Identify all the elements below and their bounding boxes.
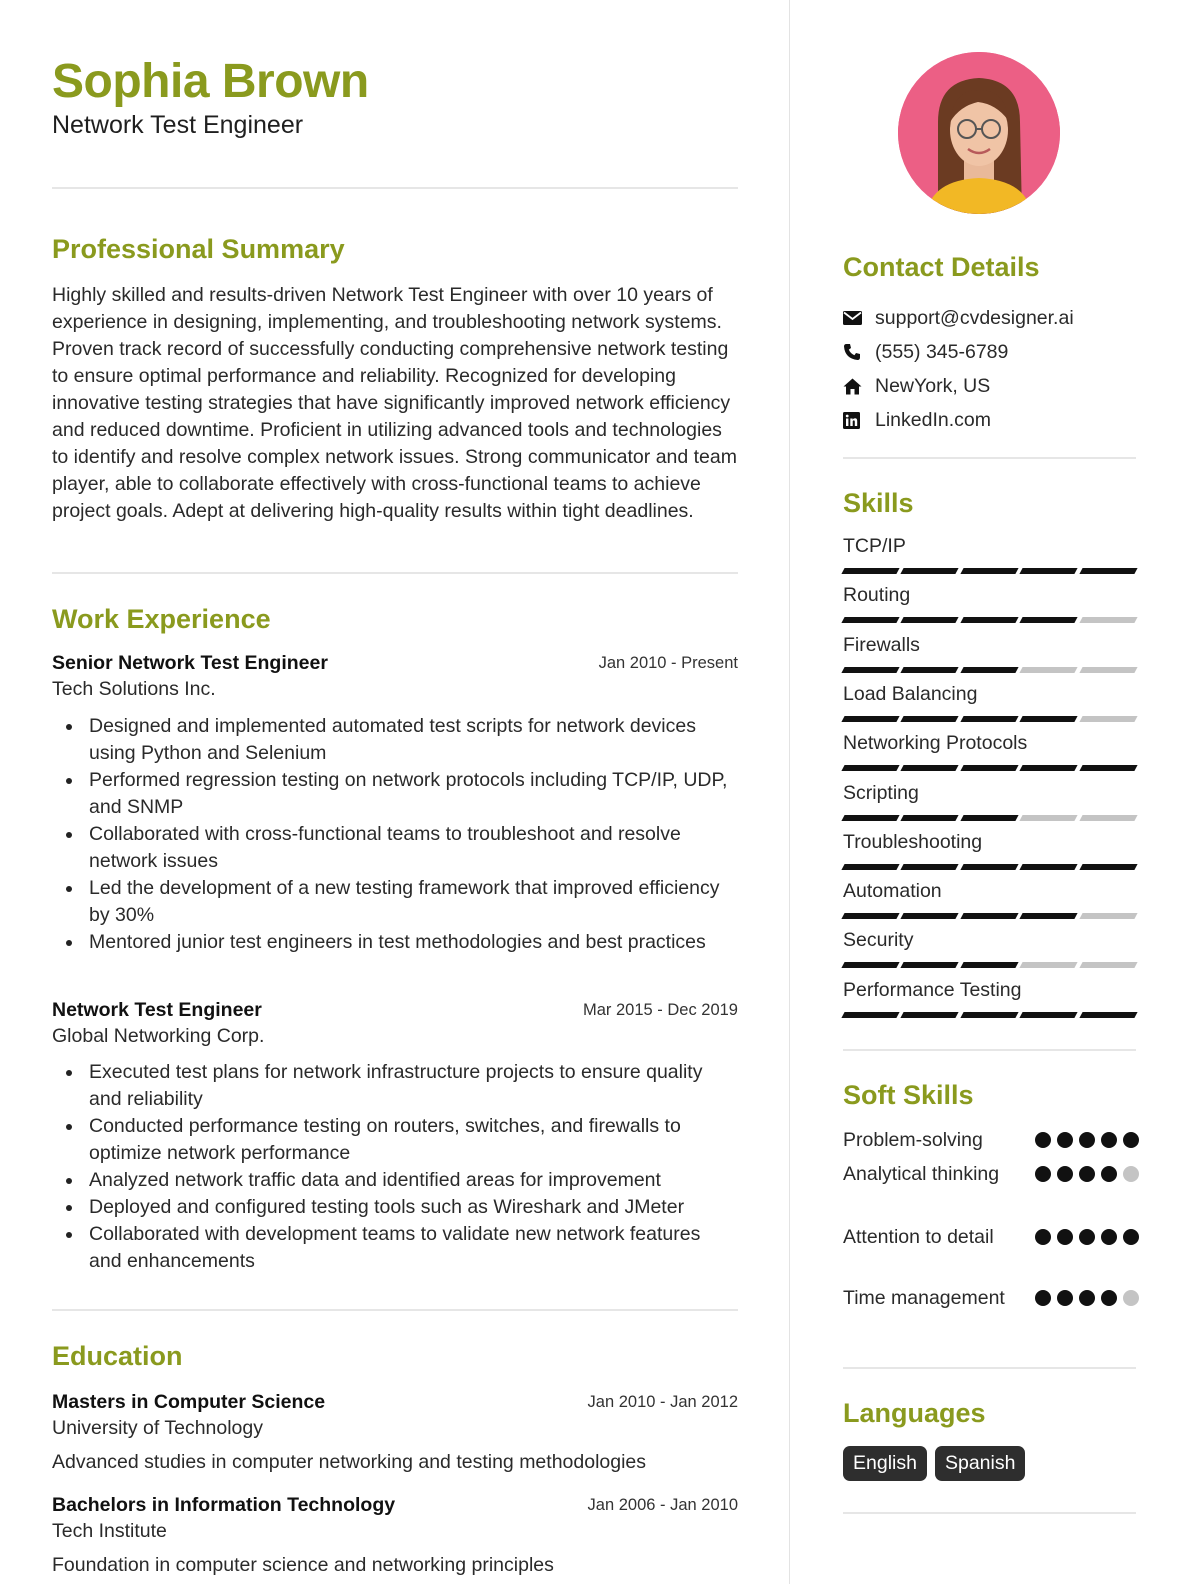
skill-level-segment bbox=[960, 864, 1019, 870]
soft-skill-label: Analytical thinking bbox=[843, 1163, 1000, 1185]
skill-level-bar bbox=[843, 617, 1136, 623]
job-company: Global Networking Corp. bbox=[52, 1025, 265, 1047]
language-badge: Spanish bbox=[935, 1446, 1025, 1481]
education-date: Jan 2010 - Jan 2012 bbox=[587, 1393, 738, 1411]
bullet-item: Designed and implemented automated test scripts for network devices using Python and Selenium bbox=[52, 713, 738, 767]
rating-dot bbox=[1057, 1166, 1073, 1182]
bullet-item: Analyzed network traffic data and identified areas for improvement bbox=[52, 1167, 738, 1194]
skill-level-segment bbox=[901, 667, 960, 673]
skill-level-segment bbox=[901, 716, 960, 722]
skill-level-segment bbox=[1020, 1012, 1079, 1018]
job-date: Mar 2015 - Dec 2019 bbox=[582, 1001, 738, 1019]
skill-level-segment bbox=[841, 913, 900, 919]
school-name: University of Technology bbox=[52, 1417, 263, 1439]
contact-title: Contact Details bbox=[843, 252, 1040, 282]
job-title: Senior Network Test Engineer bbox=[52, 652, 328, 674]
skill-label: Load Balancing bbox=[843, 682, 978, 705]
skill-level-bar bbox=[843, 716, 1136, 722]
bullet-item: Mentored junior test engineers in test methodologies and best practices bbox=[52, 929, 738, 956]
education-desc: Foundation in computer science and networking principles bbox=[52, 1554, 554, 1576]
contact-phone[interactable] bbox=[843, 339, 1008, 365]
skill-level-segment bbox=[901, 913, 960, 919]
skill-label: Security bbox=[843, 929, 914, 952]
language-badge: English bbox=[843, 1446, 927, 1481]
rating-dot bbox=[1057, 1290, 1073, 1306]
soft-skills-title: Soft Skills bbox=[843, 1080, 974, 1110]
skill-level-segment bbox=[1020, 716, 1079, 722]
skill-level-segment bbox=[841, 667, 900, 673]
linkedin-text: LinkedIn.com bbox=[875, 408, 991, 431]
bullet-item: Deployed and configured testing tools such as Wireshark and JMeter bbox=[52, 1194, 738, 1221]
experience-divider bbox=[52, 1309, 738, 1311]
rating-dot bbox=[1123, 1166, 1139, 1182]
skill-level-segment bbox=[1079, 815, 1138, 821]
skill-label: Performance Testing bbox=[843, 978, 1022, 1001]
skill-level-segment bbox=[1020, 765, 1079, 771]
job-company: Tech Solutions Inc. bbox=[52, 678, 216, 700]
skill-level-segment bbox=[960, 962, 1019, 968]
rating-dot bbox=[1035, 1166, 1051, 1182]
skill-level-bar bbox=[843, 568, 1136, 574]
summary-divider bbox=[52, 572, 738, 574]
skill-level-segment bbox=[901, 815, 960, 821]
education-date: Jan 2006 - Jan 2010 bbox=[587, 1496, 738, 1514]
skill-level-segment bbox=[1020, 864, 1079, 870]
soft-skill-label: Problem-solving bbox=[843, 1129, 983, 1151]
skill-level-bar bbox=[843, 962, 1136, 968]
avatar bbox=[898, 52, 1060, 214]
rating-dot bbox=[1079, 1290, 1095, 1306]
skill-level-segment bbox=[1020, 913, 1079, 919]
rating-dot bbox=[1035, 1229, 1051, 1245]
experience-title: Work Experience bbox=[52, 604, 271, 634]
envelope-icon bbox=[843, 308, 875, 328]
rating-dot bbox=[1101, 1132, 1117, 1148]
avatar-portrait bbox=[898, 52, 1060, 214]
skill-label: Scripting bbox=[843, 781, 919, 804]
skill-level-segment bbox=[901, 617, 960, 623]
contact-email[interactable] bbox=[843, 305, 1074, 331]
skill-level-bar bbox=[843, 1012, 1136, 1018]
skill-level-segment bbox=[901, 568, 960, 574]
job-date: Jan 2010 - Present bbox=[598, 654, 738, 672]
email-text: support@cvdesigner.ai bbox=[875, 306, 1074, 329]
degree-title: Bachelors in Information Technology bbox=[52, 1494, 396, 1516]
candidate-name: Sophia Brown bbox=[52, 55, 369, 108]
rating-dot bbox=[1035, 1290, 1051, 1306]
rating-dot bbox=[1123, 1229, 1139, 1245]
skill-level-segment bbox=[1079, 962, 1138, 968]
skill-level-segment bbox=[1079, 568, 1138, 574]
skill-level-bar bbox=[843, 765, 1136, 771]
skill-level-segment bbox=[960, 716, 1019, 722]
contact-linkedin[interactable] bbox=[843, 407, 991, 433]
skill-level-bar bbox=[843, 667, 1136, 673]
phone-icon bbox=[843, 342, 875, 362]
skill-level-segment bbox=[1079, 864, 1138, 870]
job-bullets bbox=[52, 713, 738, 956]
skill-level-segment bbox=[841, 962, 900, 968]
rating-dot bbox=[1057, 1132, 1073, 1148]
candidate-role: Network Test Engineer bbox=[52, 111, 304, 139]
skill-level-segment bbox=[960, 913, 1019, 919]
bullet-item: Collaborated with cross-functional teams to troubleshoot and resolve network issues bbox=[52, 821, 738, 875]
soft-skill-rating bbox=[1035, 1229, 1139, 1245]
skill-level-segment bbox=[1079, 1012, 1138, 1018]
skill-level-segment bbox=[841, 568, 900, 574]
languages-list bbox=[843, 1446, 1025, 1481]
skill-level-segment bbox=[841, 815, 900, 821]
skill-level-bar bbox=[843, 815, 1136, 821]
job-title: Network Test Engineer bbox=[52, 999, 262, 1021]
soft-skills-divider bbox=[843, 1367, 1136, 1369]
skill-level-bar bbox=[843, 864, 1136, 870]
phone-text: (555) 345-6789 bbox=[875, 340, 1009, 363]
education-desc: Advanced studies in computer networking and testing methodologies bbox=[52, 1451, 647, 1473]
skill-level-segment bbox=[901, 962, 960, 968]
rating-dot bbox=[1123, 1132, 1139, 1148]
skill-level-segment bbox=[901, 765, 960, 771]
soft-skill-rating bbox=[1035, 1132, 1139, 1148]
skill-level-segment bbox=[841, 716, 900, 722]
skill-level-segment bbox=[960, 815, 1019, 821]
bullet-item: Led the development of a new testing framework that improved efficiency by 30% bbox=[52, 875, 738, 929]
column-divider bbox=[789, 0, 790, 1584]
rating-dot bbox=[1101, 1166, 1117, 1182]
bullet-item: Performed regression testing on network protocols including TCP/IP, UDP, and SNMP bbox=[52, 767, 738, 821]
home-icon bbox=[843, 376, 875, 396]
skill-level-segment bbox=[960, 667, 1019, 673]
skill-level-segment bbox=[841, 1012, 900, 1018]
skills-divider bbox=[843, 1049, 1136, 1051]
summary-title: Professional Summary bbox=[52, 234, 345, 264]
skill-level-segment bbox=[1020, 815, 1079, 821]
skills-title: Skills bbox=[843, 488, 914, 518]
rating-dot bbox=[1123, 1290, 1139, 1306]
rating-dot bbox=[1079, 1132, 1095, 1148]
contact-location bbox=[843, 373, 990, 399]
skill-label: TCP/IP bbox=[843, 535, 906, 557]
skill-level-segment bbox=[901, 864, 960, 870]
skill-level-segment bbox=[841, 765, 900, 771]
soft-skill-label: Time management bbox=[843, 1287, 1005, 1309]
skill-level-segment bbox=[1020, 568, 1079, 574]
skill-label: Automation bbox=[843, 880, 942, 903]
skill-level-segment bbox=[1020, 962, 1079, 968]
job-bullets bbox=[52, 1059, 738, 1275]
skill-label: Networking Protocols bbox=[843, 732, 1028, 755]
skill-level-segment bbox=[960, 617, 1019, 623]
skill-level-segment bbox=[901, 1012, 960, 1018]
location-text: NewYork, US bbox=[875, 374, 991, 397]
rating-dot bbox=[1101, 1290, 1117, 1306]
skill-label: Firewalls bbox=[843, 633, 920, 656]
rating-dot bbox=[1057, 1229, 1073, 1245]
soft-skill-label: Attention to detail bbox=[843, 1226, 994, 1248]
skill-level-segment bbox=[1079, 667, 1138, 673]
skill-level-segment bbox=[1020, 667, 1079, 673]
soft-skill-rating bbox=[1035, 1166, 1139, 1182]
skill-level-bar bbox=[843, 913, 1136, 919]
contact-divider bbox=[843, 457, 1136, 459]
soft-skill-rating bbox=[1035, 1290, 1139, 1306]
skill-label: Troubleshooting bbox=[843, 830, 983, 853]
skill-level-segment bbox=[960, 765, 1019, 771]
bullet-item: Conducted performance testing on routers, switches, and firewalls to optimize network performance bbox=[52, 1113, 738, 1167]
skill-level-segment bbox=[1079, 716, 1138, 722]
summary-text: Highly skilled and results-driven Network Test Engineer with over 10 years of experience in designing, implementing, and troubleshooting network systems. Proven track record of successfully conducting comprehensive network testing to ensure optimal performance and reliability. Recognized for developing innovative testing strategies that have significantly improved network efficiency and reduced downtime. Proficient in utilizing advanced tools and technologies to identify and resolve complex network issues. Strong communicator and team player, able to collaborate effectively with cross-functional teams to achieve project goals. Adept at delivering high-quality results within tight deadlines. bbox=[52, 284, 737, 522]
rating-dot bbox=[1079, 1166, 1095, 1182]
skill-level-segment bbox=[841, 864, 900, 870]
bullet-item: Collaborated with development teams to validate new network features and enhancements bbox=[52, 1221, 738, 1275]
rating-dot bbox=[1101, 1229, 1117, 1245]
linkedin-icon bbox=[843, 410, 875, 430]
skill-label: Routing bbox=[843, 584, 911, 607]
languages-divider bbox=[843, 1512, 1136, 1514]
rating-dot bbox=[1035, 1132, 1051, 1148]
skill-level-segment bbox=[1079, 765, 1138, 771]
header-divider bbox=[52, 187, 738, 189]
degree-title: Masters in Computer Science bbox=[52, 1391, 326, 1413]
education-title: Education bbox=[52, 1341, 183, 1371]
school-name: Tech Institute bbox=[52, 1520, 167, 1542]
bullet-item: Executed test plans for network infrastructure projects to ensure quality and reliability bbox=[52, 1059, 738, 1113]
skill-level-segment bbox=[960, 568, 1019, 574]
skill-level-segment bbox=[841, 617, 900, 623]
skill-level-segment bbox=[960, 1012, 1019, 1018]
rating-dot bbox=[1079, 1229, 1095, 1245]
skill-level-segment bbox=[1079, 913, 1138, 919]
languages-title: Languages bbox=[843, 1398, 986, 1428]
skill-level-segment bbox=[1079, 617, 1138, 623]
skill-level-segment bbox=[1020, 617, 1079, 623]
